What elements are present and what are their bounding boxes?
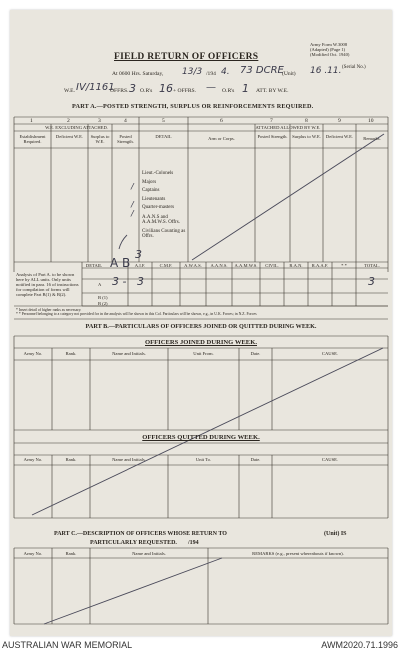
part-c-line2: PARTICULARLY REQUESTED.: [90, 540, 177, 546]
rank-item: Lieut.-Colonels: [142, 171, 174, 176]
sub-header-left: Deficient W.E.: [55, 134, 84, 139]
we-label: W.E.: [64, 88, 75, 94]
analysis-hand-ab: A B: [110, 256, 131, 270]
rank-mark: /: [131, 182, 134, 191]
header-serial-hand: 16 .11.: [310, 66, 342, 76]
analysis-header: A.A.N.S.: [210, 263, 228, 268]
col-number: 7: [270, 118, 273, 124]
sub-header-left: Establishment Required.: [19, 134, 46, 144]
detail-header: DETAIL: [155, 134, 172, 139]
analysis-header: * *: [341, 263, 347, 268]
form-reference: [310, 42, 388, 58]
sub-header-right: Arm or Corps.: [208, 136, 235, 141]
sub-header-right: Posted Strength.: [257, 134, 288, 139]
analysis-note: Analysis of Part A. to be shown here by ALL units. Only units notified in para. 16 of instructions for compilation of forms will complete Part B(1) & B(2).: [16, 272, 79, 297]
joined-header: Date.: [250, 351, 261, 356]
rank-item: A.A.N.S and A.A.M.W.S. Offrs.: [142, 214, 180, 226]
form-title: FIELD RETURN OF OFFICERS: [114, 52, 259, 62]
part-c-title: PART C.—DESCRIPTION OF OFFICERS WHOSE RETURN TO: [54, 531, 227, 537]
offrs-hand: 3: [129, 82, 136, 95]
quitted-header: CAUSE.: [321, 457, 339, 462]
ors2-label: O.R's: [222, 88, 235, 94]
sub-header-right: Deficient W.E.: [325, 134, 354, 139]
col-number: 4: [124, 118, 127, 124]
part-c-header: Rank.: [65, 551, 77, 556]
we-excluding-header: W.E. EXCLUDING ATTACHED.: [45, 125, 108, 130]
col-number: 9: [338, 118, 341, 124]
rank-item: Majors: [142, 179, 157, 185]
footnotes: [16, 308, 388, 317]
footer-institution: AUSTRALIAN WAR MEMORIAL: [2, 640, 133, 650]
header-year: /194: [206, 71, 216, 77]
col-number: 3: [98, 118, 101, 124]
footnote: * * Personnel belonging to a category not provided for in the analysis will be shown in this Col. Particulars will be shown, e.g., in U.K. Forces; in N.Z. Forces: [16, 312, 257, 317]
header-prefix: At 0600 Hrs. Saturday,: [112, 71, 164, 77]
footer-accession-number: AWM2020.71.1996: [321, 640, 398, 650]
analysis-header: A.A.M.W.S.: [234, 263, 258, 268]
joined-title: OFFICERS JOINED DURING WEEK.: [145, 339, 257, 346]
rank-list: [142, 170, 188, 240]
sub-header-left: Surplus to W.E.: [90, 134, 110, 144]
analysis-header: DETAIL: [85, 263, 103, 268]
part-c-unit: (Unit) IS: [324, 531, 347, 537]
joined-header: Unit From.: [193, 351, 214, 356]
col-number: 1: [30, 118, 33, 124]
quitted-title: OFFICERS QUITTED DURING WEEK.: [142, 434, 260, 441]
rank-item: Civilians Counting as Offrs.: [142, 228, 186, 240]
header-unit-label: (Unit): [282, 71, 296, 77]
part-b-title: PART B.—PARTICULARS OF OFFICERS JOINED OR QUITTED DURING WEEK.: [85, 323, 317, 330]
we-hand: IV/1161: [76, 82, 115, 93]
analysis-header: R.A.A.F.: [311, 263, 329, 268]
form-ref-line3: (Modified Oct. 1940): [310, 52, 350, 58]
analysis-header: CIVIL.: [265, 263, 279, 268]
sub-header-right: Remarks.: [363, 136, 381, 141]
analysis-header: A.W.A.S.: [184, 263, 202, 268]
analysis-header: R.A.N.: [289, 263, 303, 268]
rank-mark: /: [131, 200, 134, 209]
analysis-row-label: A: [98, 282, 102, 287]
attached-allowed-header: ATTACHED ALLOWED BY W.E.: [255, 125, 321, 130]
col-number: 10: [368, 118, 374, 124]
plus-offrs-label: + OFFRS.: [173, 88, 197, 94]
ors2-hand: 1: [242, 82, 249, 95]
sub-header-left: Posted Strength.: [117, 134, 134, 144]
header-unit-hand: 73 DCRE: [240, 65, 284, 76]
quitted-header: Unit To.: [195, 457, 212, 462]
col-number: 5: [162, 118, 165, 124]
col-number: 2: [67, 118, 70, 124]
col-number: 8: [305, 118, 308, 124]
analysis-hand-aif: 3: [137, 275, 144, 288]
form-sheet: [10, 10, 392, 636]
part-c-date: /194: [188, 540, 199, 546]
analysis-hand-three: 3: [135, 248, 142, 261]
analysis-header: C.M.F.: [159, 263, 173, 268]
rank-item: Captains: [142, 188, 160, 194]
quitted-header: Rank.: [65, 457, 77, 462]
ors-hand: 16: [159, 82, 173, 95]
analysis-header: A.I.F.: [134, 263, 146, 268]
quitted-header: Army No.: [23, 457, 43, 462]
serial-label: (Serial No.): [342, 65, 366, 70]
header-date-hand: 13/3: [182, 67, 203, 77]
header-year-hand: 4.: [221, 67, 230, 77]
quitted-header: Date.: [250, 457, 261, 462]
rank-item: Quarter-masters: [142, 205, 175, 211]
offrs-label: OFFRS.: [110, 88, 129, 94]
rank-item: Lieutenants: [142, 196, 166, 202]
joined-header: Name and Initials.: [112, 351, 146, 356]
form-ref-line1: Army Form W.3008: [310, 42, 348, 47]
joined-header: Rank.: [65, 351, 77, 356]
part-a-title: PART A.—POSTED STRENGTH, SURPLUS OR REINFORCEMENTS REQUIRED.: [72, 103, 314, 110]
ors-label: O.R's: [140, 88, 153, 94]
quitted-header: Name and Initials.: [112, 457, 146, 462]
part-c-header: Army No.: [23, 551, 43, 556]
analysis-header: TOTAL.: [364, 263, 380, 268]
analysis-row-label: B (2): [98, 301, 108, 306]
offrs2-hand: —: [206, 82, 216, 93]
analysis-hand-a-detail: 3 -: [112, 275, 127, 288]
rank-mark: /: [131, 209, 134, 218]
analysis-row-label: B (1): [98, 295, 108, 300]
form-ref-line2: (Adapted) (Page 1): [310, 47, 346, 53]
att-label: ATT. BY W.E.: [256, 88, 289, 94]
part-c-header: REMARKS (e.g., present whereabouts if known).: [252, 551, 344, 556]
joined-header: Army No.: [23, 351, 43, 356]
analysis-hand-total: 3: [368, 275, 375, 288]
footnote: * Insert detail of higher ranks as necessary.: [16, 308, 82, 312]
part-c-header: Name and Initials.: [132, 551, 166, 556]
joined-header: CAUSE.: [321, 351, 339, 356]
col-number: 6: [220, 118, 223, 124]
sub-header-right: Surplus to W.E.: [292, 134, 321, 139]
